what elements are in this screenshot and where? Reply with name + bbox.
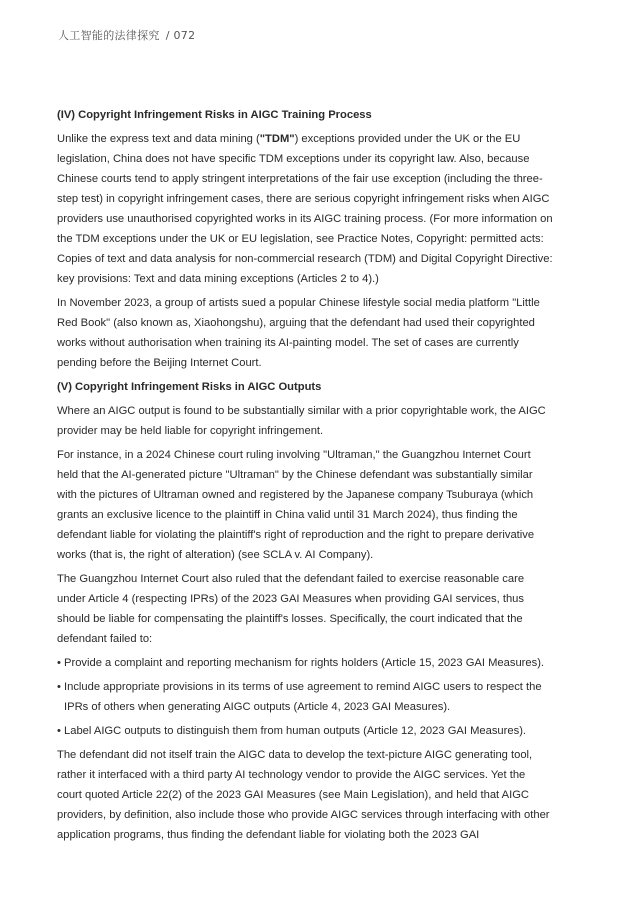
- paragraph-text: Unlike the express text and data mining (: [57, 133, 260, 145]
- paragraph-text: ) exceptions provided under the UK or the EU legislation, China does not have specific TDM exceptions under its copyright law. Also, because Chinese courts tend to apply stringent interpretations of the fair use exception (including the three-step test) in copyright infringement cases, there are serious copyright infringement risks when AIGC providers use unauthorised copyrighted works in its AIGC training process. (For more information on the TDM exceptions under the UK or EU legislation, see Practice Notes, Copyright: permitted acts: Copies of text and data analysis for non-commercial research (TDM) and Digital Copyright Directive: key provisions: Text and data mining exceptions (Articles 2 to 4).): [57, 133, 553, 285]
- tdm-term: "TDM": [259, 133, 295, 145]
- running-header: [58, 27, 195, 43]
- paragraph-ultraman-ruling: For instance, in a 2024 Chinese court ruling involving "Ultraman," the Guangzhou Internet Court held that the AI-generated picture "Ultraman" by the Chinese defendant was substantially similar with the pictures of Ultraman owned and registered by the Japanese company Tsuburaya (which grants an exclusive licence to the plaintiff in China valid until 31 March 2024), thus finding the defendant liable for violating the plaintiff's right of reproduction and the right to prepare derivative works (that is, the right of alteration) (see SCLA v. AI Company).: [57, 449, 535, 561]
- page-body: [57, 105, 553, 849]
- section-heading-v: (V) Copyright Infringement Risks in AIGC Outputs: [57, 381, 322, 393]
- list-item: • Provide a complaint and reporting mechanism for rights holders (Article 15, 2023 GAI Measures).: [57, 653, 553, 673]
- book-title: 人工智能的法律探究: [58, 29, 160, 42]
- paragraph-little-red-book: In November 2023, a group of artists sued a popular Chinese lifestyle social media platform "Little Red Book" (also known as, Xiaohongshu), arguing that the defendant had used their copyrighted works without authorisation when training its AI-painting model. The set of cases are currently pending before the Beijing Internet Court.: [57, 297, 540, 369]
- section-heading-iv: (IV) Copyright Infringement Risks in AIGC Training Process: [57, 109, 372, 121]
- list-item: • Label AIGC outputs to distinguish them from human outputs (Article 12, 2023 GAI Measures).: [57, 721, 553, 741]
- page-number: / 072: [165, 29, 196, 42]
- paragraph-reasonable-care: The Guangzhou Internet Court also ruled that the defendant failed to exercise reasonable care under Article 4 (respecting IPRs) of the 2023 GAI Measures when providing GAI services, thus should be liable for compensating the plaintiff's losses. Specifically, the court indicated that the defendant failed to:: [57, 573, 525, 645]
- paragraph-tdm-exceptions: [57, 129, 553, 289]
- list-item: • Include appropriate provisions in its terms of use agreement to remind AIGC users to respect the IPRs of others when generating AIGC outputs (Article 4, 2023 GAI Measures).: [57, 677, 553, 717]
- paragraph-substantial-similarity: Where an AIGC output is found to be substantially similar with a prior copyrightable work, the AIGC provider may be held liable for copyright infringement.: [57, 405, 546, 437]
- failure-list: [57, 653, 553, 741]
- paragraph-interfacing-providers: The defendant did not itself train the AIGC data to develop the text-picture AIGC generating tool, rather it interfaced with a third party AI technology vendor to provide the AIGC services. Yet the court quoted Article 22(2) of the 2023 GAI Measures (see Main Legislation), and held that AIGC providers, by definition, also include those who provide AIGC services through interfacing with other application programs, thus finding the defendant liable for violating both the 2023 GAI: [57, 749, 550, 841]
